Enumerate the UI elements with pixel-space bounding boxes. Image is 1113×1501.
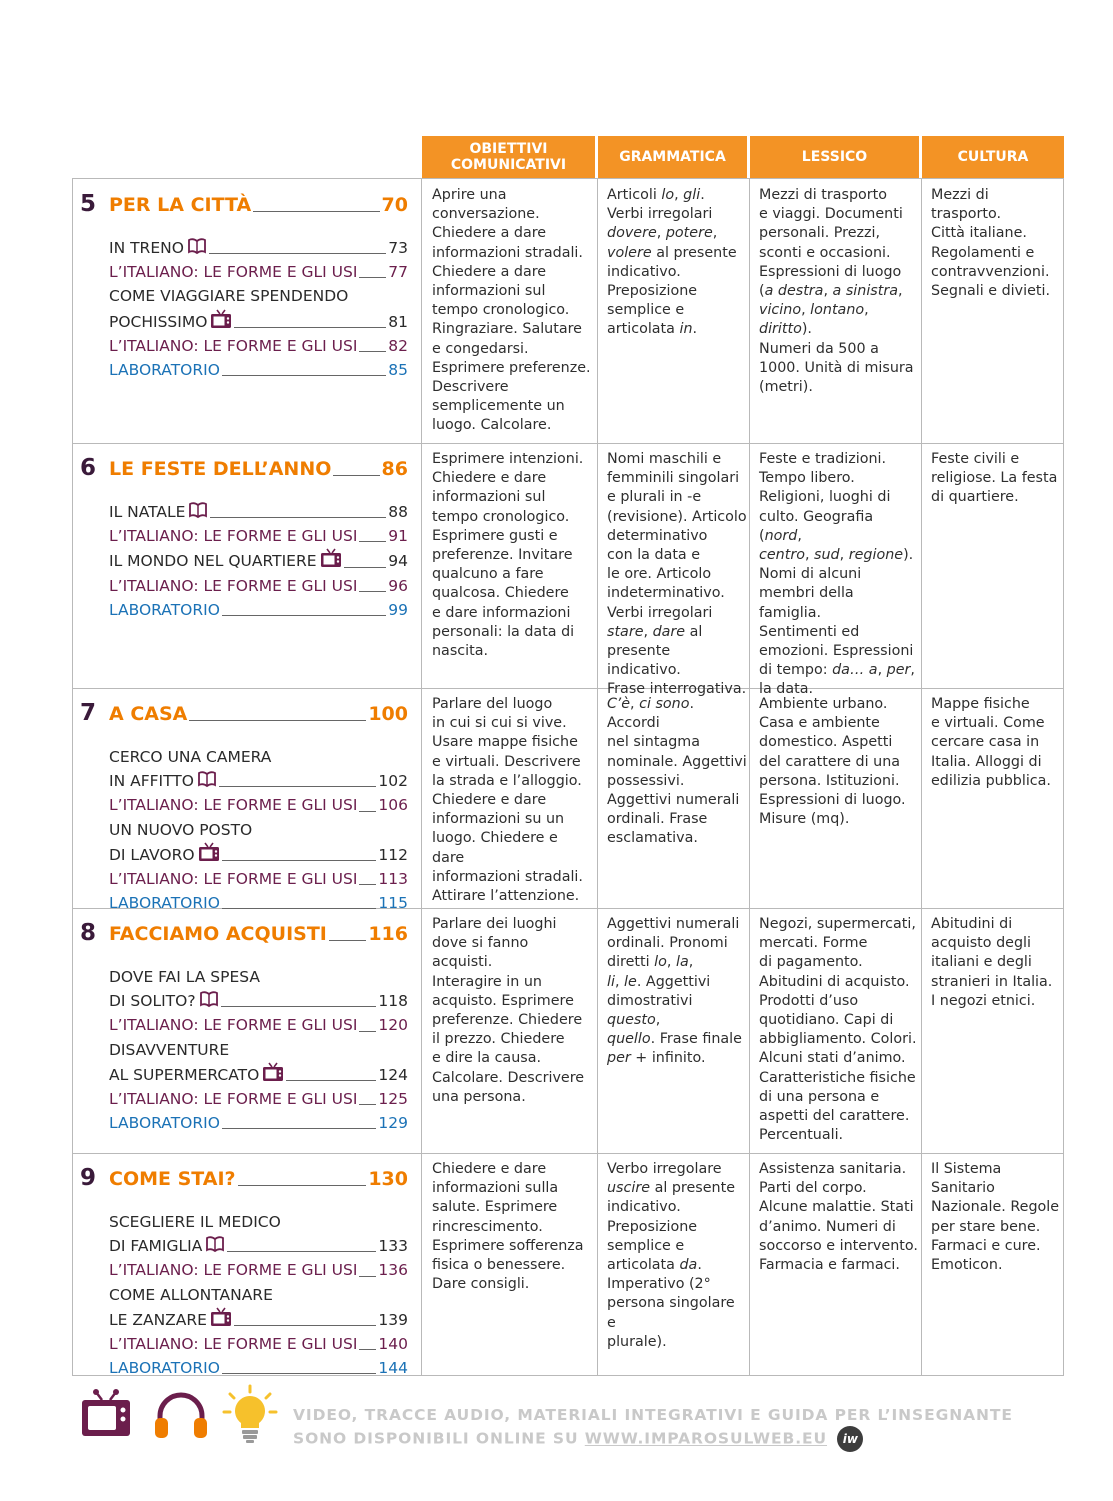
toc-entry[interactable] [109, 891, 408, 915]
iw-badge-icon: iw [837, 1426, 863, 1452]
footer-line2-prefix: SONO DISPONIBILI ONLINE SU [293, 1429, 585, 1448]
cell-lessico: Ambiente urbano. Casa e ambiente domestico. Aspetti del carattere di una persona. Istituzioni. Espressioni di luogo. Misure (mq). [759, 696, 906, 828]
header-cultura: CULTURA [922, 136, 1064, 178]
toc-entry[interactable] [109, 818, 408, 842]
header-obiettivi-line2: COMUNICATIVI [450, 157, 567, 173]
toc-entry-page: 91 [388, 527, 408, 546]
unit-number: 8 [80, 920, 97, 946]
unit-number: 6 [80, 455, 97, 481]
toc-entry-page: 81 [388, 312, 408, 331]
cell-grammatica: Verbo irregolare uscire al presente indicativo. Preposizione semplice e articolata da. Imperativo (2° persona singolare e plurale). [607, 1161, 735, 1350]
toc-entry[interactable] [109, 769, 408, 793]
toc-entry-page: 129 [378, 1114, 408, 1133]
unit-page: 70 [381, 194, 408, 216]
toc-entry-page: 144 [378, 1359, 408, 1378]
toc-entry-label: DI LAVORO [109, 845, 195, 864]
unit-number: 7 [80, 700, 97, 726]
headphones-icon [152, 1390, 210, 1442]
row-divider [72, 443, 1064, 444]
toc-entry-label: LE ZANZARE [109, 1310, 207, 1329]
book-icon [194, 769, 217, 793]
cell-lessico: Assistenza sanitaria. Parti del corpo. Alcune malattie. Stati d’animo. Numeri di soccorso e intervento. Farmacia e farmaci. [759, 1161, 918, 1274]
unit-title: COME STAI? [109, 1168, 236, 1190]
toc-entry-page: 140 [378, 1335, 408, 1354]
cell-cultura: Mappe fisiche e virtuali. Come cercare casa in Italia. Alloggi di edilizia pubblica. [931, 696, 1051, 789]
toc-entry-page: 85 [388, 361, 408, 380]
toc-entry-page: 118 [378, 992, 408, 1011]
header-lessico: LESSICO [750, 136, 919, 178]
unit-title-entry[interactable] [109, 702, 408, 726]
tv-icon [317, 548, 342, 573]
toc-entry[interactable] [109, 1307, 408, 1332]
toc-entry-page: 106 [378, 796, 408, 815]
book-icon [184, 236, 207, 260]
cell-cultura: Il Sistema Sanitario Nazionale. Regole per stare bene. Farmaci e cure. Emoticon. [931, 1161, 1060, 1274]
book-icon [196, 989, 219, 1013]
unit-title: PER LA CITTÀ [109, 194, 252, 216]
toc-entry-label: L’ITALIANO: LE FORME E GLI USI [109, 870, 358, 889]
toc-entry[interactable] [109, 284, 408, 308]
toc-entry-label: COME VIAGGIARE SPENDENDO [109, 287, 349, 306]
cell-obiettivi: Parlare dei luoghi dove si fanno acquisti. Interagire in un acquisto. Esprimere preferenze. Chiedere il prezzo. Chiedere e dire la causa. Calcolare. Descrivere una persona. [432, 916, 585, 1105]
toc-entry-label: IN AFFITTO [109, 772, 194, 791]
toc-entry-label: LABORATORIO [109, 1359, 220, 1378]
toc-entry-label: AL SUPERMERCATO [109, 1065, 260, 1084]
toc-entry[interactable] [109, 598, 408, 622]
unit-sections [109, 236, 408, 382]
toc-entry-label: SCEGLIERE IL MEDICO [109, 1213, 281, 1231]
unit-title-entry[interactable] [109, 1167, 408, 1191]
toc-entry[interactable] [109, 548, 408, 573]
toc-entry-page: 136 [378, 1261, 408, 1280]
toc-entry-page: 96 [388, 576, 408, 595]
toc-entry[interactable] [109, 1111, 408, 1135]
cell-obiettivi: Parlare del luogo in cui si cui si vive. Usare mappe fisiche e virtuali. Descrivere la strada e l’alloggio. Chiedere e dare informazioni su un luogo. Chiedere e dare informazioni stradali. Attirare l’attenzione. [432, 696, 583, 905]
tv-icon [195, 842, 220, 867]
toc-entry-label: L’ITALIANO: LE FORME E GLI USI [109, 796, 358, 815]
cell-grammatica: Articoli lo, gli. Verbi irregolari dovere, potere, volere al presente indicativo. Preposizione semplice e articolata in. [607, 187, 737, 338]
toc-entry-page: 124 [378, 1065, 408, 1084]
toc-entry[interactable] [109, 500, 408, 524]
toc-entry-label: DI SOLITO? [109, 992, 196, 1011]
toc-entry[interactable] [109, 358, 408, 382]
toc-entry-label: IL NATALE [109, 503, 186, 521]
toc-entry-label: CERCO UNA CAMERA [109, 748, 272, 766]
toc-entry[interactable] [109, 1332, 408, 1356]
toc-entry-page: 139 [378, 1310, 408, 1329]
unit-sections [109, 500, 408, 622]
toc-entry-label: L’ITALIANO: LE FORME E GLI USI [109, 1261, 358, 1280]
toc-entry-page: 82 [388, 336, 408, 355]
toc-entry[interactable] [109, 260, 408, 284]
toc-entry-page: 112 [378, 845, 408, 864]
tv-icon [259, 1062, 284, 1087]
unit-title-entry[interactable] [109, 457, 408, 481]
toc-entry-label: DOVE FAI LA SPESA [109, 968, 261, 986]
unit-page: 86 [381, 458, 408, 480]
tv-icon [207, 309, 232, 334]
toc-entry-label: UN NUOVO POSTO [109, 820, 253, 839]
toc-entry[interactable] [109, 989, 408, 1013]
toc-entry-page: 73 [388, 239, 408, 257]
cell-cultura: Feste civili e religiose. La festa di quartiere. [931, 451, 1058, 506]
cell-lessico: Negozi, supermercati, mercati. Forme di pagamento. Abitudini di acquisto. Prodotti d’uso quotidiano. Capi di abbigliamento. Colori. Alcuni stati d’animo. Caratteristiche fisiche di una persona e aspetti del carattere. Percentuali. [759, 916, 917, 1144]
column-divider [597, 178, 598, 1376]
unit-sections [109, 745, 408, 915]
unit-page: 130 [368, 1168, 408, 1190]
toc-entry-label: LABORATORIO [109, 361, 220, 380]
cell-cultura: Mezzi di trasporto. Città italiane. Regolamenti e contravvenzioni. Segnali e divieti. [931, 187, 1050, 300]
toc-entry-label: LABORATORIO [109, 894, 220, 913]
unit-sections [109, 965, 408, 1135]
toc-entry[interactable] [109, 1258, 408, 1282]
toc-entry-label: L’ITALIANO: LE FORME E GLI USI [109, 263, 358, 282]
toc-entry-label: COME ALLONTANARE [109, 1285, 273, 1304]
unit-page: 116 [368, 923, 408, 945]
toc-entry[interactable] [109, 1234, 408, 1258]
header-obiettivi-line1: OBIETTIVI [469, 141, 548, 157]
column-divider [421, 178, 422, 1376]
toc-entry[interactable] [109, 867, 408, 891]
toc-entry[interactable] [109, 1062, 408, 1087]
cell-grammatica: Aggettivi numerali ordinali. Pronomi diretti lo, la, li, le. Aggettivi dimostrativi questo, quello. Frase finale per + infinito. [607, 916, 742, 1067]
toc-entry[interactable] [109, 309, 408, 334]
book-icon [185, 500, 208, 524]
toc-entry[interactable] [109, 1038, 408, 1062]
toc-entry-label: L’ITALIANO: LE FORME E GLI USI [109, 336, 358, 355]
toc-entry-page: 77 [388, 263, 408, 282]
header-obiettivi [422, 136, 595, 178]
footer-url-link[interactable]: WWW.IMPAROSULWEB.EU [584, 1429, 828, 1448]
toc-entry[interactable] [109, 1087, 408, 1111]
toc-entry-label: IN TRENO [109, 239, 184, 257]
toc-entry-label: L’ITALIANO: LE FORME E GLI USI [109, 576, 358, 595]
cell-lessico: Mezzi di trasporto e viaggi. Documenti personali. Prezzi, sconti e occasioni. Espressioni di luogo (a destra, a sinistra, vicino, lontano, diritto). Numeri da 500 a 1000. Unità di misura (metri). [759, 187, 914, 396]
unit-title: LE FESTE DELL’ANNO [109, 458, 332, 480]
unit-title-entry[interactable] [109, 922, 408, 946]
toc-entry[interactable] [109, 334, 408, 358]
lightbulb-icon [222, 1384, 278, 1444]
toc-entry[interactable] [109, 1283, 408, 1307]
book-icon [202, 1234, 225, 1258]
cell-obiettivi: Aprire una conversazione. Chiedere a dare informazioni stradali. Chiedere a dare informazioni sul tempo cronologico. Ringraziare. Salutare e congedarsi. Esprimere preferenze. Descrivere semplicemente un luogo. Calcolare. [432, 187, 591, 434]
footer-line1: VIDEO, TRACCE AUDIO, MATERIALI INTEGRATIVI E GUIDA PER L’INSEGNANTE [293, 1406, 1013, 1424]
toc-entry[interactable] [109, 524, 408, 548]
column-divider [749, 178, 750, 1376]
toc-entry-label: L’ITALIANO: LE FORME E GLI USI [109, 1335, 358, 1354]
toc-entry-label: DISAVVENTURE [109, 1040, 230, 1059]
header-grammatica: GRAMMATICA [598, 136, 747, 178]
cell-obiettivi: Esprimere intenzioni. Chiedere e dare informazioni sul tempo cronologico. Esprimere gusti e preferenze. Invitare qualcuno a fare qualcosa. Chiedere e dare informazioni personali: la data di nascita. [432, 451, 584, 660]
toc-entry-label: LABORATORIO [109, 600, 220, 619]
unit-number: 5 [80, 191, 97, 217]
unit-title-entry[interactable] [109, 193, 408, 217]
toc-entry-label: IL MONDO NEL QUARTIERE [109, 552, 317, 571]
unit-page: 100 [368, 703, 408, 725]
tv-icon [80, 1388, 132, 1440]
toc-entry-label: L’ITALIANO: LE FORME E GLI USI [109, 527, 358, 546]
cell-obiettivi: Chiedere e dare informazioni sulla salute. Esprimere rincrescimento. Esprimere sofferenza fisica o benessere. Dare consigli. [432, 1161, 584, 1293]
toc-entry[interactable] [109, 574, 408, 598]
footer-line2 [293, 1426, 1013, 1452]
unit-sections [109, 1210, 408, 1380]
toc-entry[interactable] [109, 965, 408, 989]
cell-grammatica: Nomi maschili e femminili singolari e plurali in -e (revisione). Articolo determinativo con la data e le ore. Articolo indeterminativo. Verbi irregolari stare, dare al presente indicativo. Frase interrogativa. [607, 451, 747, 698]
toc-entry-page: 99 [388, 600, 408, 619]
toc-entry[interactable] [109, 1210, 408, 1234]
row-divider [72, 1153, 1064, 1154]
cell-cultura: Abitudini di acquisto degli italiani e degli stranieri in Italia. I negozi etnici. [931, 916, 1053, 1009]
toc-entry-page: 113 [378, 870, 408, 889]
toc-entry-label: LABORATORIO [109, 1114, 220, 1133]
toc-entry-page: 133 [378, 1237, 408, 1256]
toc-entry[interactable] [109, 1013, 408, 1037]
toc-entry[interactable] [109, 1356, 408, 1380]
footer-notice [293, 1404, 1013, 1452]
toc-entry-page: 125 [378, 1090, 408, 1109]
toc-entry-label: L’ITALIANO: LE FORME E GLI USI [109, 1016, 358, 1035]
unit-title: FACCIAMO ACQUISTI [109, 923, 327, 945]
toc-entry-page: 115 [378, 894, 408, 913]
tv-icon [207, 1307, 232, 1332]
toc-entry[interactable] [109, 842, 408, 867]
toc-entry-label: DI FAMIGLIA [109, 1237, 203, 1256]
cell-grammatica: C’è, ci sono. Accordi nel sintagma nominale. Aggettivi possessivi. Aggettivi numerali ordinali. Frase esclamativa. [607, 696, 747, 847]
toc-entry-label: L’ITALIANO: LE FORME E GLI USI [109, 1090, 358, 1109]
cell-lessico: Feste e tradizioni. Tempo libero. Religioni, luoghi di culto. Geografia (nord, centro, sud, regione). Nomi di alcuni membri della famiglia. Sentimenti ed emozioni. Espressioni di tempo: da… a, per, la data. [759, 451, 915, 698]
toc-entry[interactable] [109, 236, 408, 260]
toc-entry-page: 88 [388, 503, 408, 521]
toc-entry[interactable] [109, 793, 408, 817]
toc-entry-label: POCHISSIMO [109, 312, 208, 331]
toc-entry-page: 102 [378, 772, 408, 791]
toc-entry-page: 120 [378, 1016, 408, 1035]
toc-entry-page: 94 [388, 552, 408, 571]
unit-title: A CASA [109, 703, 188, 725]
unit-number: 9 [80, 1165, 97, 1191]
toc-entry[interactable] [109, 745, 408, 769]
column-divider [921, 178, 922, 1376]
